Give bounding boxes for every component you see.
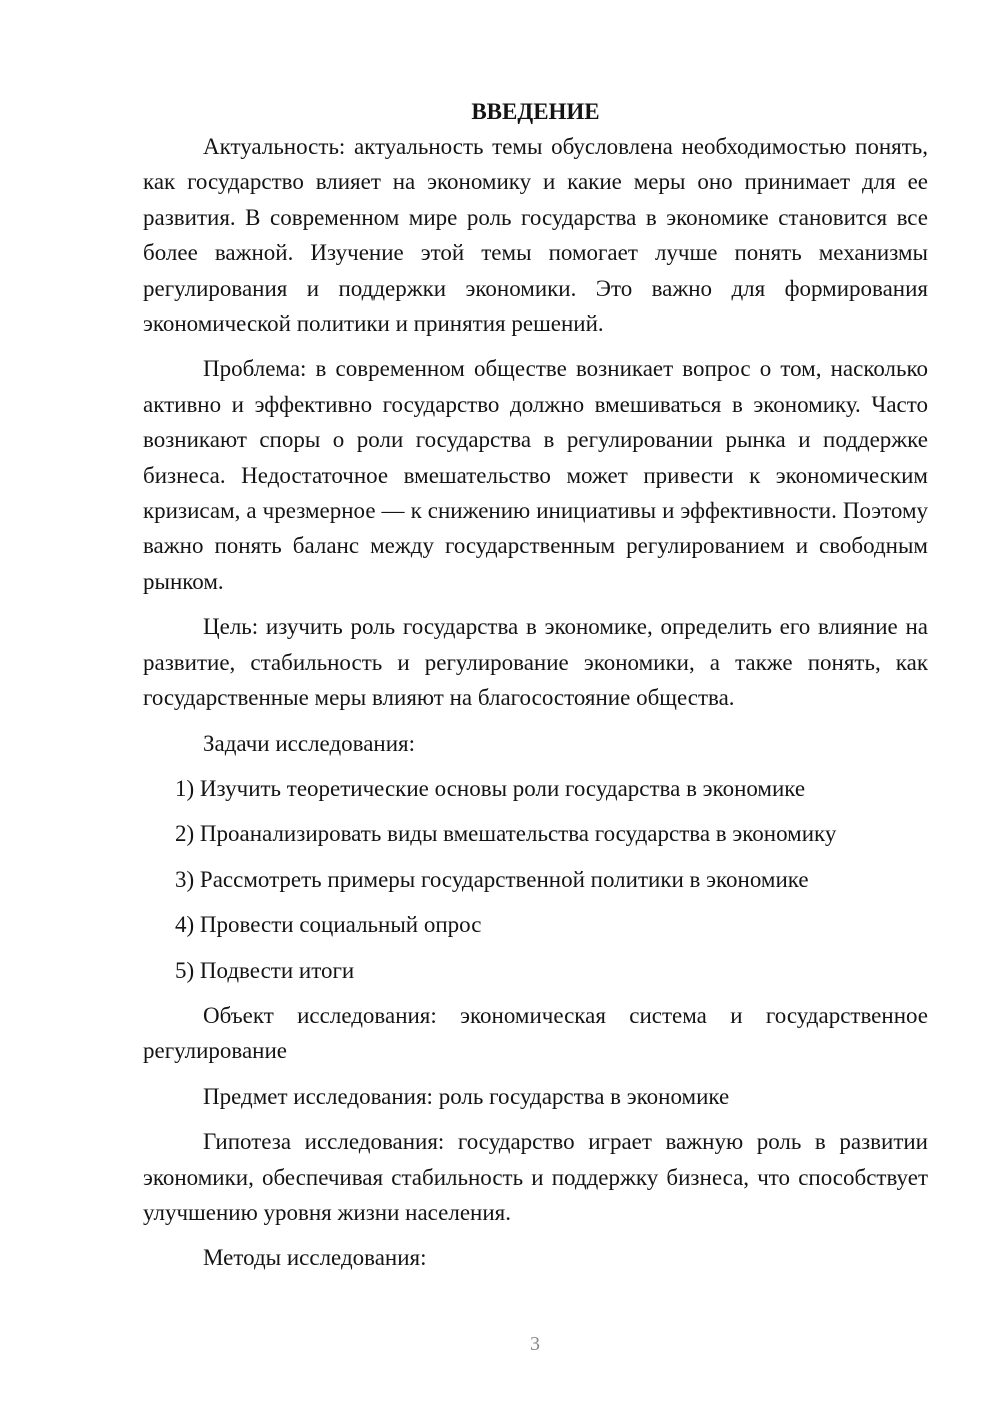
tasks-heading: Задачи исследования:	[203, 730, 416, 756]
page-number: 3	[530, 1333, 540, 1355]
task-item: 4) Провести социальный опрос	[175, 912, 482, 938]
hypothesis-paragraph: Гипотеза исследования: государство играет важную роль в развитии экономики, обеспечивая стабильность и поддержку бизнеса, что способствует улучшению уровня жизни населения.	[143, 1129, 928, 1225]
problem-paragraph: Проблема: в современном обществе возникает вопрос о том, насколько активно и эффективно государство должно вмешиваться в экономику. Часто возникают споры о роли государства в регулировании рынка и поддержке бизнеса. Недостаточное вмешательство может привести к экономическим кризисам, а чрезмерное — к снижению инициативы и эффективности. Поэтому важно понять баланс между государственным регулированием и свободным рынком.	[143, 356, 928, 594]
task-item: 2) Проанализировать виды вмешательства государства в экономику	[175, 821, 837, 847]
subject-paragraph: Предмет исследования: роль государства в экономике	[203, 1083, 730, 1109]
task-item: 3) Рассмотреть примеры государственной политики в экономике	[175, 866, 809, 892]
section-title: ВВЕДЕНИЕ	[471, 99, 600, 124]
task-item: 1) Изучить теоретические основы роли государства в экономике	[175, 775, 806, 801]
relevance-paragraph: Актуальность: актуальность темы обусловлена необходимостью понять, как государство влияет на экономику и какие меры оно принимает для ее развития. В современном мире роль государства в экономике становится все более важной. Изучение этой темы помогает лучше понять механизмы регулирования и поддержки экономики. Это важно для формирования экономической политики и принятия решений.	[143, 134, 928, 337]
object-paragraph: Объект исследования: экономическая система и государственное регулирование	[143, 1002, 928, 1064]
page-content	[143, 94, 928, 1286]
tasks-list	[143, 771, 928, 988]
task-item: 5) Подвести итоги	[175, 957, 355, 983]
methods-heading: Методы исследования:	[203, 1245, 427, 1271]
goal-paragraph: Цель: изучить роль государства в экономике, определить его влияние на развитие, стабильность и регулирование экономики, а также понять, как государственные меры влияют на благосостояние общества.	[143, 614, 928, 711]
